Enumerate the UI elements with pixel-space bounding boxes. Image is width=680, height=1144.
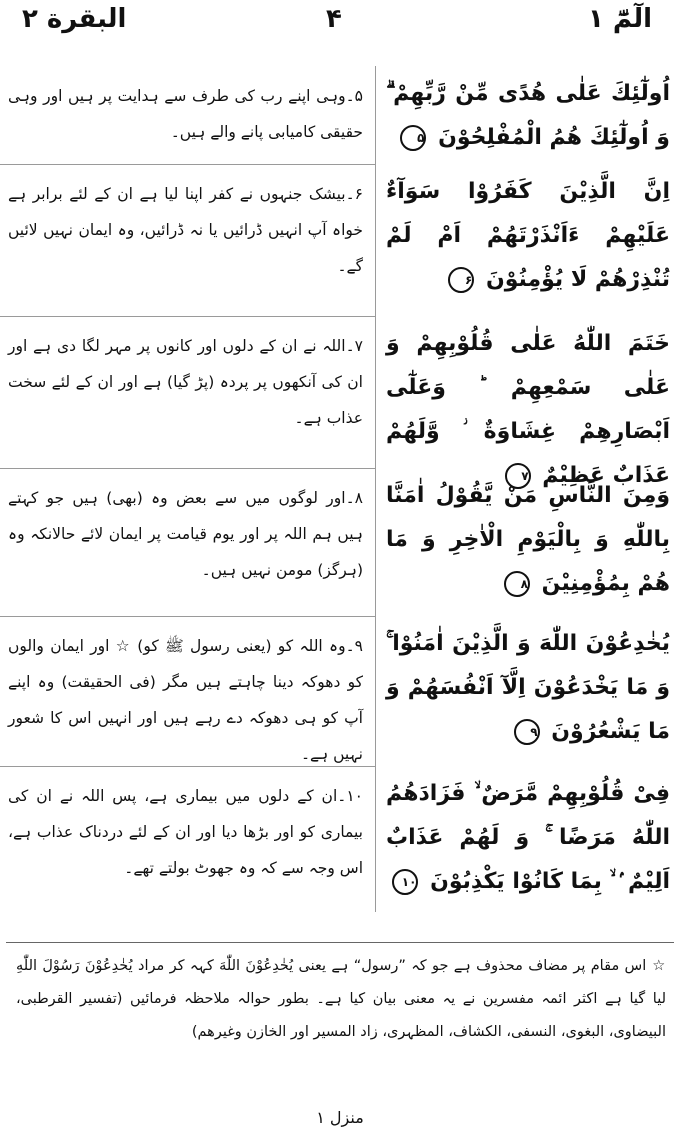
- verse-arabic: فِىْ قُلُوْبِهِمْ مَّرَضٌ ۙ فَزَادَهُمُ اللّٰهُ مَرَضًا ۚ وَ لَهُمْ عَذَابٌ اَلِيْمٌ ۢ ۙ بِمَا كَانُوْا يَكْذِبُوْنَ ۱۰: [386, 781, 670, 894]
- verses-table: [0, 66, 680, 912]
- footnote-marker: ☆: [652, 958, 667, 974]
- verse-arabic: يُخٰدِعُوْنَ اللّٰهَ وَ الَّذِيْنَ اٰمَنُوْا ۚ وَ مَا يَخْدَعُوْنَ اِلَّآ اَنْفُسَهُمْ وَ مَا يَشْعُرُوْنَ ۹: [386, 631, 670, 744]
- verse-row: [0, 766, 680, 912]
- footnote: [16, 950, 666, 1049]
- verse-row: [0, 616, 680, 766]
- verse-translation: ۷۔اللہ نے ان کے دلوں اور کانوں پر مہر لگا دی ہے اور ان کی آنکھوں پر پردہ (پڑ گیا) ہے اور ان کے لئے سخت عذاب ہے۔: [8, 337, 363, 427]
- verse-arabic: اِنَّ الَّذِيْنَ كَفَرُوْا سَوَآءٌ عَلَيْهِمْ ءَاَنْذَرْتَهُمْ اَمْ لَمْ تُنْذِرْهُمْ لَا يُؤْمِنُوْنَ ۶: [386, 179, 670, 292]
- verse-arabic: وَمِنَ النَّاسِ مَنْ يَّقُوْلُ اٰمَنَّا بِاللّٰهِ وَ بِالْيَوْمِ الْاٰخِرِ وَ مَا هُمْ بِمُؤْمِنِيْنَ ۸: [386, 483, 670, 596]
- verse-arabic: اُولٰٓئِكَ عَلٰى هُدًى مِّنْ رَّبِّهِمْ ۗ وَ اُولٰٓئِكَ هُمُ الْمُفْلِحُوْنَ ۵: [386, 81, 670, 150]
- verse-number-badge: ۹: [514, 719, 540, 745]
- footnote-separator: [6, 942, 674, 943]
- footnote-text: اس مقام پر مضاف محذوف ہے جو کہ ”رسول“ ہے یعنی يُخٰدِعُوْنَ اللّٰهَ کہہ کر مراد يُخٰدِعُوْنَ رَسُوْلَ اللّٰهِ لیا گیا ہے اکثر ائمہ مفسرین نے یہ معنی بیان کیا ہے۔ بطور حوالہ ملاحظہ فرمائیں (تفسیر القرطبی، البیضاوی، البغوی، النسفی، الکشاف، المظہری، زاد المسیر اور الخازن وغیرھم): [16, 958, 666, 1040]
- verse-translation: ۶۔بیشک جنہوں نے کفر اپنا لیا ہے ان کے لئے برابر ہے خواہ آپ انہیں ڈرائیں یا نہ ڈرائیں، وہ ایمان نہیں لائیں گے۔: [8, 185, 363, 275]
- verse-number-badge: ۷: [505, 463, 531, 489]
- verse-translation: ۹۔وہ اللہ کو (یعنی رسول ﷺ کو) ☆ اور ایمان والوں کو دھوکہ دینا چاہتے ہیں مگر (فی الحقیقت) وہ اپنے آپ کو ہی دھوکہ دے رہے ہیں اور انہیں اس کا شعور نہیں ہے۔: [8, 637, 363, 763]
- manzil-label: منزل ۱: [316, 1108, 364, 1127]
- verse-number-badge: ۶: [448, 267, 474, 293]
- verse-row: [0, 66, 680, 164]
- verse-translation: ۵۔وہی اپنے رب کی طرف سے ہدایت پر ہیں اور وہی حقیقی کامیابی پانے والے ہیں۔: [8, 87, 363, 141]
- verse-translation: ۱۰۔ان کے دلوں میں بیماری ہے، پس اللہ نے ان کی بیماری کو اور بڑھا دیا اور ان کے لئے دردناک عذاب ہے، اس وجہ سے کہ وہ جھوٹ بولتے تھے۔: [8, 787, 363, 877]
- para-name: الٓمّٓ ۱: [588, 4, 652, 34]
- page-number: ۴: [326, 4, 342, 34]
- verse-row: [0, 164, 680, 316]
- verse-number-badge: ۱۰: [392, 869, 418, 895]
- verse-row: [0, 468, 680, 616]
- verse-row: [0, 316, 680, 488]
- verse-number-badge: ۵: [400, 125, 426, 151]
- verse-translation: ۸۔اور لوگوں میں سے بعض وہ (بھی) ہیں جو کہتے ہیں ہم اللہ پر اور یوم قیامت پر ایمان لائے حالانکہ وہ (ہرگز) مومن نہیں ہیں۔: [8, 489, 363, 579]
- surah-name: البقرة ۲: [22, 4, 127, 34]
- page-header: [0, 0, 680, 56]
- verse-arabic: خَتَمَ اللّٰهُ عَلٰى قُلُوْبِهِمْ وَ عَلٰى سَمْعِهِمْ ؕ وَعَلٰٓى اَبْصَارِهِمْ غِشَاوَةٌ ؗ وَّلَهُمْ عَذَابٌ عَظِيْمٌ ۷: [386, 331, 670, 488]
- verse-number-badge: ۸: [504, 571, 530, 597]
